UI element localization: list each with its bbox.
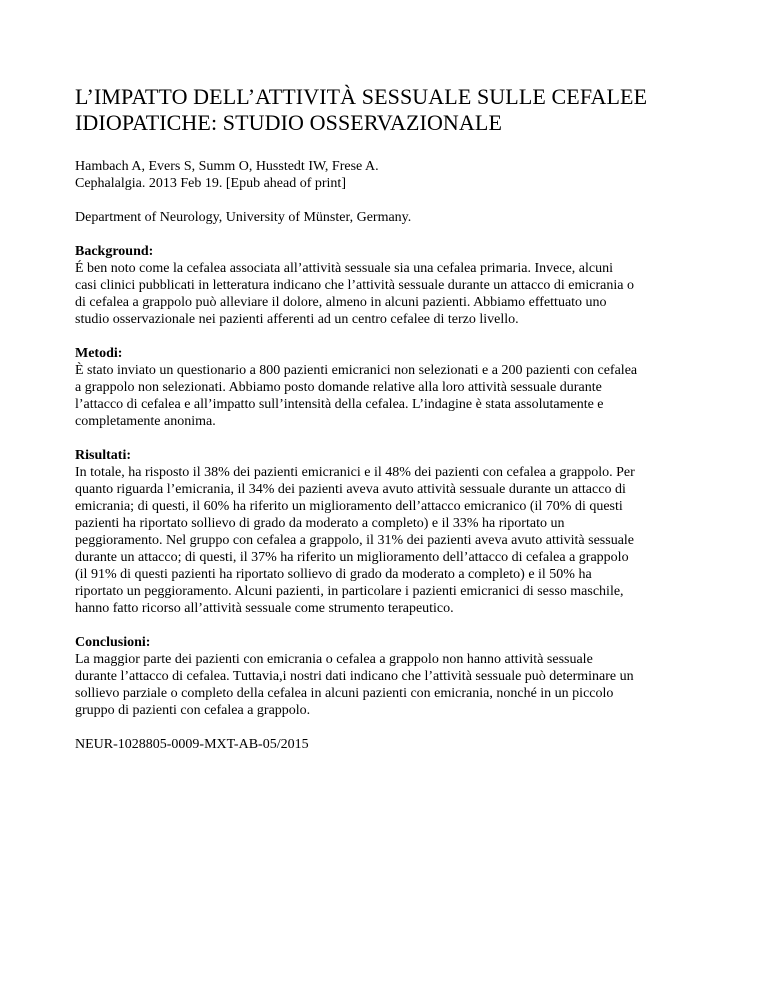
document-page	[75, 84, 715, 753]
section-body	[75, 464, 715, 617]
body-line: durante un attacco; di questi, il 37% ha riferito un miglioramento dell’attacco di cefalea a grappolo	[75, 550, 629, 565]
body-line: durante l’attacco di cefalea. Tuttavia,i nostri dati indicano che l’attività sessuale può determinare un	[75, 669, 634, 684]
section-heading: Metodi:	[75, 346, 123, 361]
body-line: casi clinici pubblicati in letteratura indicano che l’attività sessuale durante un attacco di emicrania o	[75, 278, 634, 293]
section-body	[75, 260, 715, 328]
title-line-1: L’IMPATTO DELL’ATTIVITÀ SESSUALE SULLE CEFALEE	[75, 84, 648, 109]
body-line: l’attacco di cefalea e all’impatto sull’intensità della cefalea. L’indagine è stata assolutamente e	[75, 397, 604, 412]
body-line: hanno fatto ricorso all’attività sessuale come strumento terapeutico.	[75, 601, 454, 616]
body-line: (il 91% di questi pazienti ha riportato sollievo di grado da moderato a completo) e il 50% ha	[75, 567, 592, 582]
body-line: È stato inviato un questionario a 800 pazienti emicranici non selezionati e a 200 pazienti con cefalea	[75, 363, 638, 378]
authors: Hambach A, Evers S, Summ O, Husstedt IW, Frese A.	[75, 159, 379, 174]
body-line: riportato un peggioramento. Alcuni pazienti, in particolare i pazienti emicranici di sesso maschile,	[75, 584, 624, 599]
section-body	[75, 362, 715, 430]
body-line: quanto riguarda l’emicrania, il 34% dei pazienti aveva avuto attività sessuale durante un attacco di	[75, 482, 626, 497]
section-results	[75, 447, 715, 617]
body-line: completamente anonima.	[75, 414, 216, 429]
section-methods	[75, 345, 715, 430]
citation: Cephalalgia. 2013 Feb 19. [Epub ahead of print]	[75, 176, 346, 191]
affiliation: Department of Neurology, University of Münster, Germany.	[75, 210, 412, 225]
section-background	[75, 243, 715, 328]
body-line: emicrania; di questi, il 60% ha riferito un miglioramento dell’attacco emicranico (il 70% di questi	[75, 499, 623, 514]
body-line: É ben noto come la cefalea associata all’attività sessuale sia una cefalea primaria. Invece, alcuni	[75, 261, 613, 276]
body-line: La maggior parte dei pazienti con emicrania o cefalea a grappolo non hanno attività sessuale	[75, 652, 593, 667]
body-line: In totale, ha risposto il 38% dei pazienti emicranici e il 48% dei pazienti con cefalea a grappolo. Per	[75, 465, 635, 480]
document-code: NEUR-1028805-0009-MXT-AB-05/2015	[75, 737, 309, 752]
affiliation-block	[75, 209, 715, 226]
body-line: pazienti ha riportato sollievo di grado da moderato a completo) e il 33% ha riportato un	[75, 516, 565, 531]
title-line-2: IDIOPATICHE: STUDIO OSSERVAZIONALE	[75, 110, 502, 135]
author-block	[75, 158, 715, 192]
document-title	[75, 84, 715, 136]
body-line: sollievo parziale o completo della cefalea in alcuni pazienti con emicrania, nonché in un piccolo	[75, 686, 614, 701]
section-heading: Risultati:	[75, 448, 131, 463]
body-line: gruppo di pazienti con cefalea a grappolo.	[75, 703, 311, 718]
section-heading: Conclusioni:	[75, 635, 151, 650]
section-conclusions	[75, 634, 715, 719]
body-line: a grappolo non selezionati. Abbiamo posto domande relative alla loro attività sessuale durante	[75, 380, 602, 395]
body-line: di cefalea a grappolo può alleviare il dolore, almeno in alcuni pazienti. Abbiamo effettuato uno	[75, 295, 607, 310]
body-line: peggioramento. Nel gruppo con cefalea a grappolo, il 31% dei pazienti aveva avuto attività sessuale	[75, 533, 635, 548]
body-line: studio osservazionale nei pazienti afferenti ad un centro cefalee di terzo livello.	[75, 312, 519, 327]
section-heading: Background:	[75, 244, 154, 259]
section-body	[75, 651, 715, 719]
